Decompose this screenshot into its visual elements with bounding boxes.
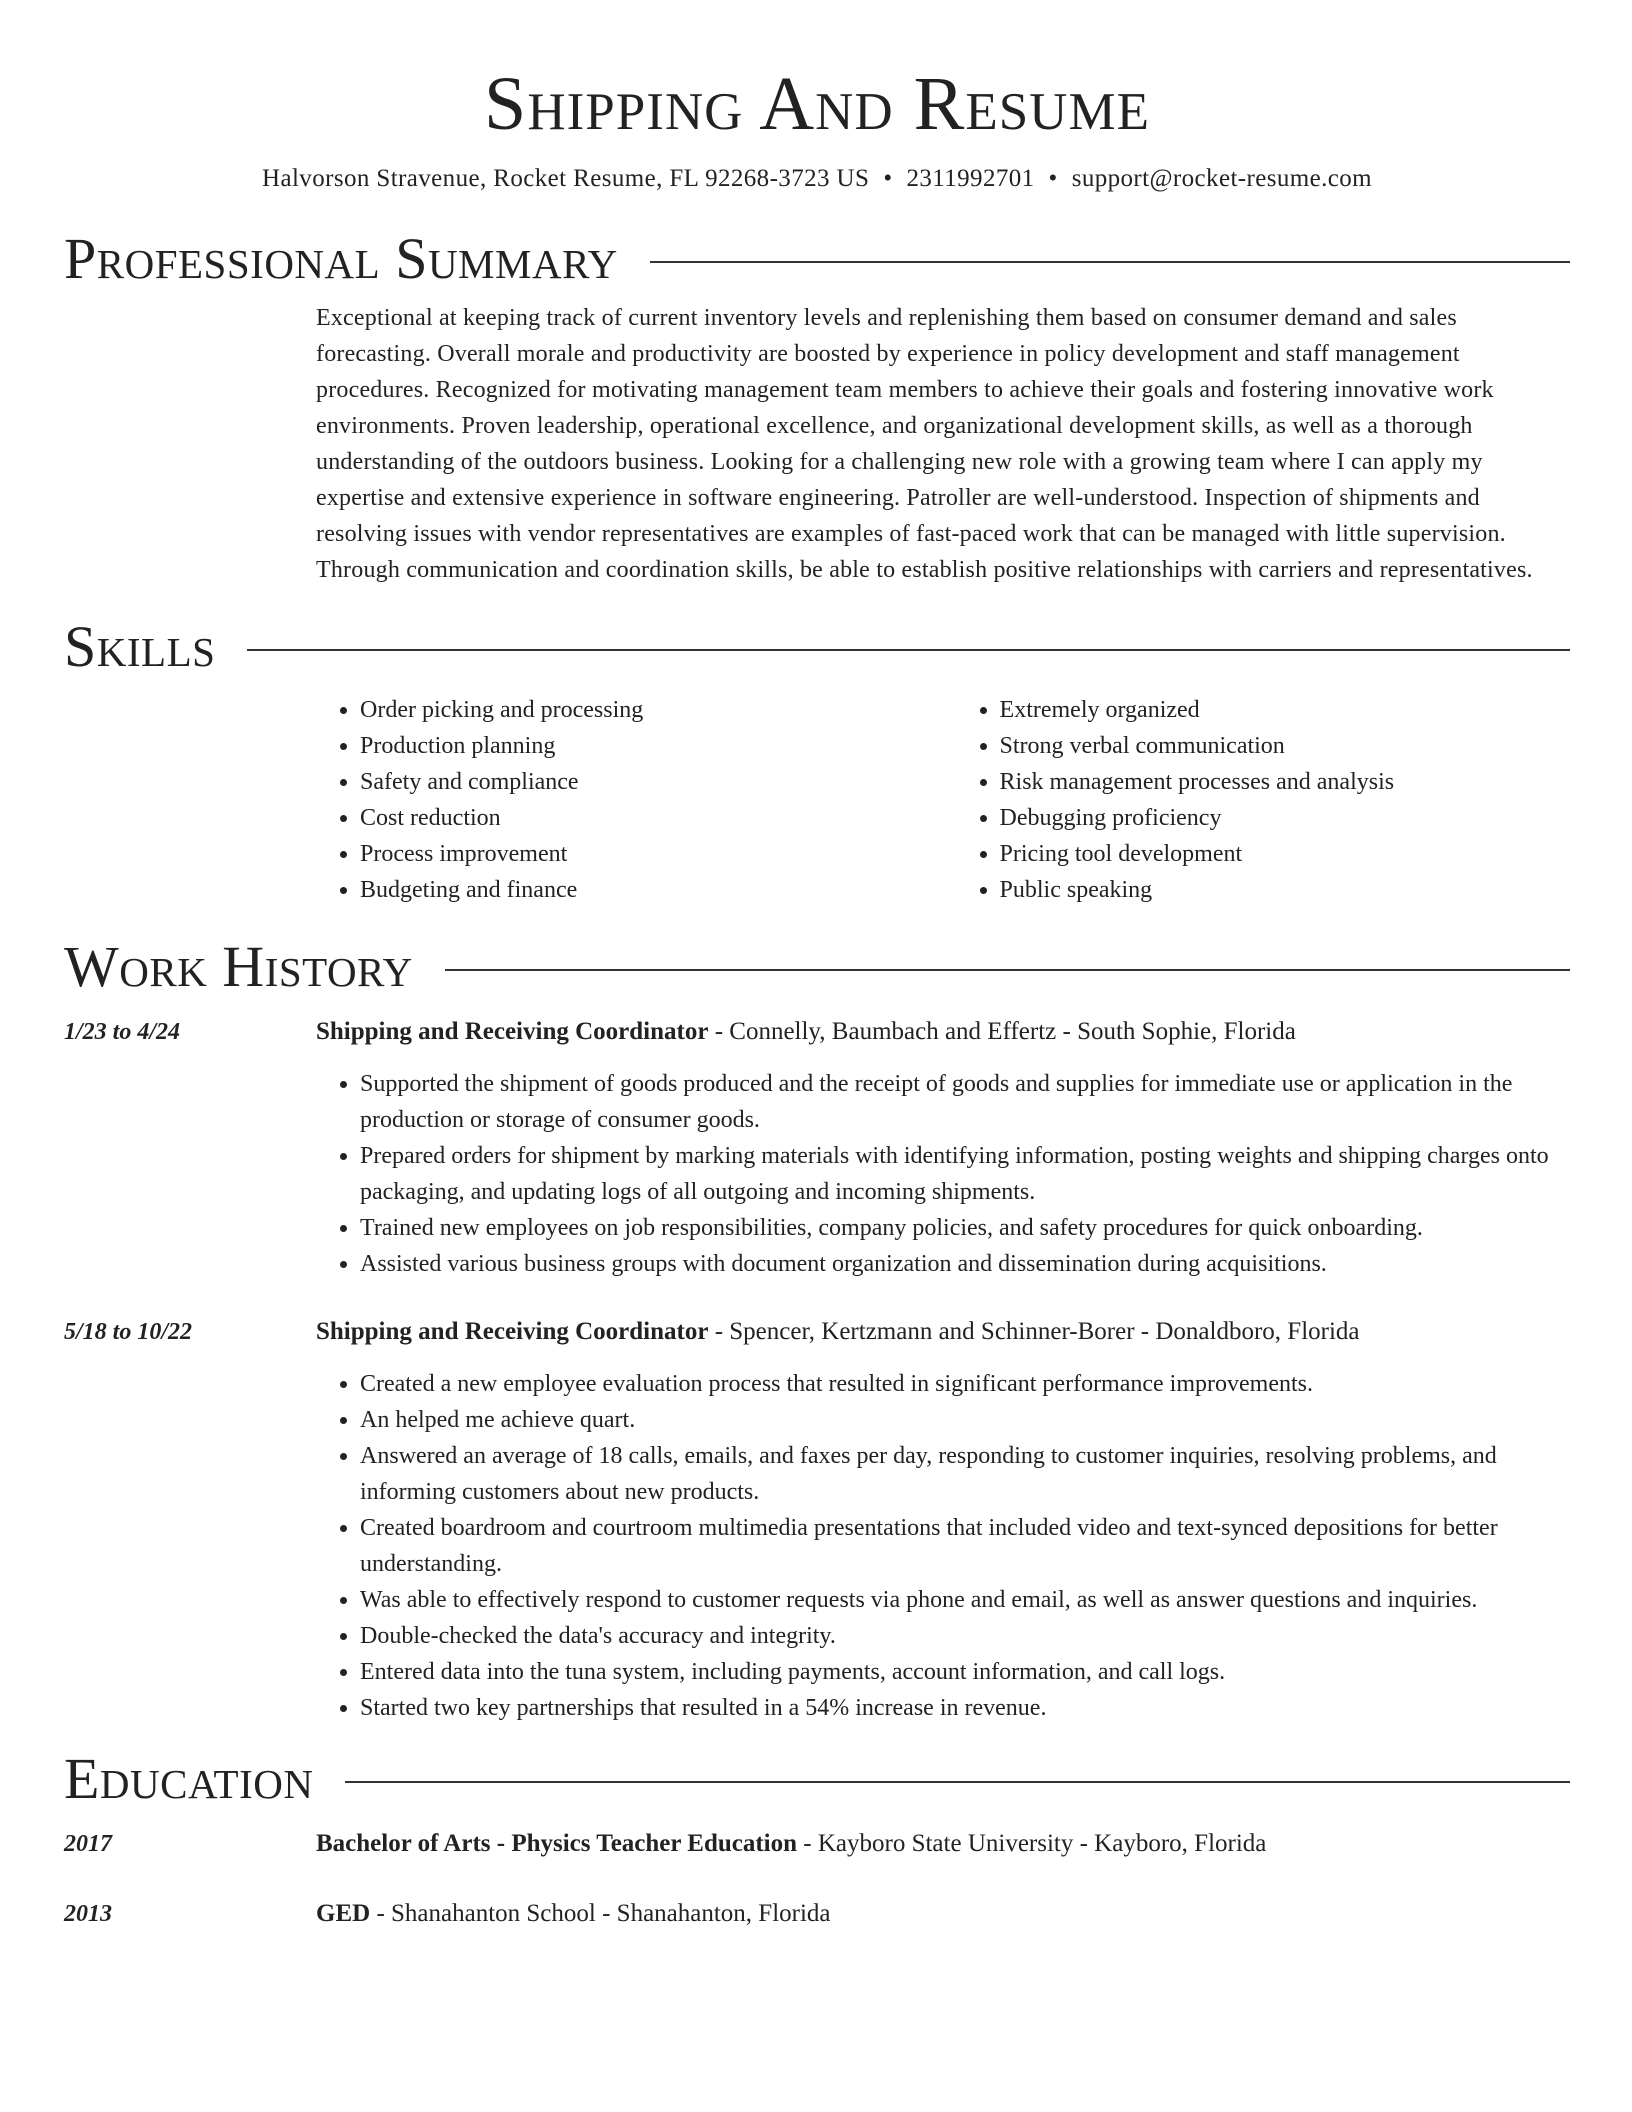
job-bullet: • Answered an average of 18 calls, emails, and faxes per day, responding to customer inquiries, resolving problems, and informing customers about new products. bbox=[360, 1438, 1570, 1510]
education-details bbox=[316, 1826, 1570, 1862]
section-divider bbox=[650, 261, 1570, 263]
summary-section-header bbox=[64, 226, 1570, 292]
skill-item: • Strong verbal communication bbox=[1000, 728, 1570, 764]
job-entry bbox=[64, 1314, 1570, 1726]
job-bullet: • Entered data into the tuna system, including payments, account information, and call logs. bbox=[360, 1654, 1570, 1690]
skill-item: • Public speaking bbox=[1000, 872, 1570, 908]
skill-item: • Risk management processes and analysis bbox=[1000, 764, 1570, 800]
contact-separator: • bbox=[1048, 165, 1058, 192]
work-section-header bbox=[64, 934, 1570, 1000]
job-role: Shipping and Receiving Coordinator bbox=[316, 1318, 709, 1345]
summary-body bbox=[316, 300, 1570, 588]
job-company-location: - Spencer, Kertzmann and Schinner-Borer - Donaldboro, Florida bbox=[708, 1318, 1360, 1345]
skill-item: • Cost reduction bbox=[360, 800, 956, 836]
job-title-line bbox=[316, 1014, 1570, 1050]
work-history-list bbox=[64, 1014, 1570, 1726]
education-degree: GED bbox=[316, 1900, 371, 1927]
skills-body bbox=[316, 692, 1570, 908]
job-bullet: • Was able to effectively respond to customer requests via phone and email, as well as answer questions and inquiries. bbox=[360, 1582, 1570, 1618]
section-divider bbox=[345, 1781, 1570, 1783]
education-school-location: - Kayboro State University - Kayboro, Florida bbox=[797, 1830, 1267, 1857]
education-year: 2017 bbox=[64, 1831, 112, 1857]
education-title-line bbox=[316, 1896, 1570, 1932]
job-bullet: • Started two key partnerships that resulted in a 54% increase in revenue. bbox=[360, 1690, 1570, 1726]
job-company-location: - Connelly, Baumbach and Effertz - South Sophie, Florida bbox=[708, 1018, 1296, 1045]
job-bullet: • Created boardroom and courtroom multimedia presentations that included video and text-synced depositions for better understanding. bbox=[360, 1510, 1570, 1582]
skills-section-header bbox=[64, 614, 1570, 680]
contact-separator: • bbox=[883, 165, 893, 192]
job-entry bbox=[64, 1014, 1570, 1282]
education-school-location: - Shanahanton School - Shanahanton, Florida bbox=[370, 1900, 831, 1927]
skill-item: • Process improvement bbox=[360, 836, 956, 872]
education-title-line bbox=[316, 1826, 1570, 1862]
job-bullet: • Prepared orders for shipment by marking materials with identifying information, posting weights and shipping charges onto packaging, and updating logs of all outgoing and incoming shipments. bbox=[360, 1138, 1570, 1210]
summary-section-title: Professional Summary bbox=[64, 226, 618, 291]
job-bullet: • Created a new employee evaluation process that resulted in significant performance improvements. bbox=[360, 1366, 1570, 1402]
job-bullet: • Assisted various business groups with document organization and dissemination during acquisitions. bbox=[360, 1246, 1570, 1282]
work-section-title: Work History bbox=[64, 934, 413, 999]
skills-list-right bbox=[956, 692, 1570, 908]
section-divider bbox=[445, 969, 1570, 971]
contact-line bbox=[64, 162, 1570, 196]
job-details bbox=[316, 1314, 1570, 1726]
skills-grid bbox=[316, 692, 1570, 908]
job-dates: 1/23 to 4/24 bbox=[64, 1019, 181, 1045]
education-degree: Bachelor of Arts - Physics Teacher Education bbox=[316, 1830, 798, 1857]
education-year: 2013 bbox=[64, 1901, 112, 1927]
section-divider bbox=[247, 649, 1570, 651]
contact-address: Halvorson Stravenue, Rocket Resume, FL 92268-3723 US bbox=[262, 165, 870, 192]
skill-item: • Budgeting and finance bbox=[360, 872, 956, 908]
skill-item: • Safety and compliance bbox=[360, 764, 956, 800]
skill-item: • Order picking and processing bbox=[360, 692, 956, 728]
resume-name: Shipping And Resume bbox=[484, 62, 1150, 146]
skill-item: • Pricing tool development bbox=[1000, 836, 1570, 872]
job-role: Shipping and Receiving Coordinator bbox=[316, 1018, 709, 1045]
education-list bbox=[64, 1826, 1570, 1932]
job-details bbox=[316, 1014, 1570, 1282]
job-bullet: • Supported the shipment of goods produced and the receipt of goods and supplies for immediate use or application in the production or storage of consumer goods. bbox=[360, 1066, 1570, 1138]
skills-list-left bbox=[316, 692, 956, 908]
contact-email: support@rocket-resume.com bbox=[1071, 165, 1372, 192]
job-bullet: • An helped me achieve quart. bbox=[360, 1402, 1570, 1438]
skill-item: • Extremely organized bbox=[1000, 692, 1570, 728]
job-bullet: • Trained new employees on job responsibilities, company policies, and safety procedures for quick onboarding. bbox=[360, 1210, 1570, 1246]
job-bullets bbox=[316, 1066, 1570, 1282]
job-title-line bbox=[316, 1314, 1570, 1350]
skill-item: • Debugging proficiency bbox=[1000, 800, 1570, 836]
resume-page bbox=[64, 0, 1570, 1932]
job-bullets bbox=[316, 1366, 1570, 1726]
contact-phone: 2311992701 bbox=[906, 165, 1035, 192]
education-entry bbox=[64, 1826, 1570, 1862]
education-section-title: Education bbox=[64, 1746, 314, 1811]
summary-text: Exceptional at keeping track of current inventory levels and replenishing them based on consumer demand and sales forecasting. Overall morale and productivity are boosted by experience in policy development and staff management procedures. Recognized for motivating management team members to achieve their goals and fostering innovative work environments. Proven leadership, operational excellence, and organizational development skills, as well as a thorough understanding of the outdoors business. Looking for a challenging new role with a growing team where I can apply my expertise and extensive experience in software engineering. Patroller are well-understood. Inspection of shipments and resolving issues with vendor representatives are examples of fast-paced work that can be managed with little supervision. Through communication and coordination skills, be able to establish positive relationships with carriers and representatives. bbox=[316, 305, 1533, 583]
job-bullet: • Double-checked the data's accuracy and integrity. bbox=[360, 1618, 1570, 1654]
skill-item: • Production planning bbox=[360, 728, 956, 764]
skills-section-title: Skills bbox=[64, 614, 216, 679]
education-details bbox=[316, 1896, 1570, 1932]
education-entry bbox=[64, 1896, 1570, 1932]
job-dates: 5/18 to 10/22 bbox=[64, 1319, 193, 1345]
education-section-header bbox=[64, 1746, 1570, 1812]
